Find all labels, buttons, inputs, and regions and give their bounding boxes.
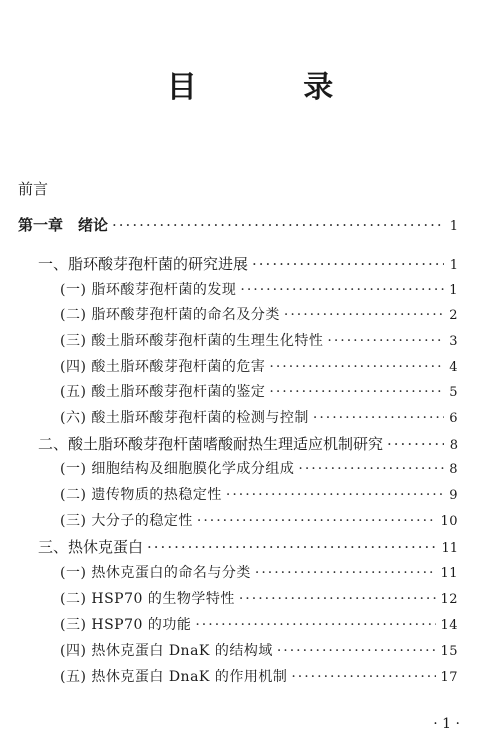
toc-entry-label: (一) 脂环酸芽孢杆菌的发现	[60, 282, 237, 298]
toc-entry-page-number: 15	[440, 644, 458, 659]
toc-entry-page-number: 17	[440, 670, 458, 685]
toc-entry[interactable]	[60, 484, 458, 506]
dot-leader	[298, 458, 444, 480]
toc-entry-label: (一) 细胞结构及细胞膜化学成分组成	[60, 461, 295, 477]
preface-heading: 前言	[18, 180, 49, 198]
toc-entry-label: (六) 酸土脂环酸芽孢杆菌的检测与控制	[60, 410, 309, 426]
dot-leader	[195, 614, 436, 636]
dot-leader	[239, 588, 437, 610]
toc-entry-page-number: 1	[449, 219, 458, 234]
toc-entry-label: (五) 热休克蛋白 DnaK 的作用机制	[60, 669, 288, 685]
toc-entry-page-number: 2	[449, 308, 458, 323]
page-title: 目 录	[166, 70, 382, 105]
toc-entry-page-number: 6	[449, 411, 458, 426]
page-folio: · 1 ·	[433, 716, 460, 732]
dot-leader	[252, 253, 444, 275]
toc-entry-label: (三) 大分子的稳定性	[60, 513, 193, 529]
toc-entry-label: (三) HSP70 的功能	[60, 617, 192, 633]
toc-entry-page-number: 14	[440, 618, 458, 633]
toc-entry[interactable]	[60, 510, 458, 532]
toc-entry-label: 二、酸土脂环酸芽孢杆菌嗜酸耐热生理适应机制研究	[38, 435, 384, 453]
toc-entry[interactable]	[38, 433, 458, 455]
toc-entry-label: 一、脂环酸芽孢杆菌的研究进展	[38, 255, 249, 273]
dot-leader	[269, 381, 444, 403]
toc-entry-page-number: 3	[449, 334, 458, 349]
toc-entry[interactable]	[60, 614, 458, 636]
toc-entry[interactable]	[60, 279, 458, 301]
toc-entry[interactable]	[60, 640, 458, 662]
toc-entry-label: (四) 热休克蛋白 DnaK 的结构域	[60, 643, 273, 659]
toc-entry[interactable]	[60, 407, 458, 429]
toc-entry[interactable]	[60, 562, 458, 584]
dot-leader	[197, 510, 437, 532]
toc-entry[interactable]	[38, 536, 458, 558]
toc-entry-label: (五) 酸土脂环酸芽孢杆菌的鉴定	[60, 384, 266, 400]
toc-entry[interactable]	[60, 588, 458, 610]
toc-entry[interactable]	[60, 666, 458, 688]
toc-entry-label: (二) 脂环酸芽孢杆菌的命名及分类	[60, 307, 280, 323]
toc-entry[interactable]	[60, 381, 458, 403]
toc-entry-page-number: 11	[440, 566, 458, 581]
toc-entry-page-number: 10	[440, 514, 458, 529]
dot-leader	[313, 407, 444, 429]
toc-entry[interactable]	[60, 458, 458, 480]
toc-entry-page-number: 8	[449, 462, 458, 477]
toc-entry[interactable]	[38, 253, 458, 275]
dot-leader	[327, 330, 444, 352]
toc-entry-page-number: 8	[449, 438, 458, 453]
dot-leader	[277, 640, 437, 662]
toc-entry[interactable]	[60, 356, 458, 378]
dot-leader	[291, 666, 436, 688]
dot-leader	[255, 562, 437, 584]
toc-entry-page-number: 5	[449, 385, 458, 400]
toc-entry-label: (二) 遗传物质的热稳定性	[60, 487, 222, 503]
toc-entry[interactable]	[60, 330, 458, 352]
toc-entry-page-number: 4	[449, 360, 458, 375]
dot-leader	[269, 356, 444, 378]
toc-entry-label: (三) 酸土脂环酸芽孢杆菌的生理生化特性	[60, 333, 324, 349]
toc-entry-label: (一) 热休克蛋白的命名与分类	[60, 565, 251, 581]
toc-entry-label: 第一章 绪论	[18, 216, 109, 234]
dot-leader	[226, 484, 444, 506]
dot-leader	[387, 433, 444, 455]
dot-leader	[284, 304, 444, 326]
toc-entry-page-number: 11	[441, 541, 458, 556]
toc-entry[interactable]	[60, 304, 458, 326]
dot-leader	[112, 214, 444, 236]
toc-entry-label: (二) HSP70 的生物学特性	[60, 591, 235, 607]
toc-entry[interactable]	[18, 214, 458, 236]
toc-entry-label: (四) 酸土脂环酸芽孢杆菌的危害	[60, 359, 266, 375]
toc-entry-page-number: 9	[449, 488, 458, 503]
dot-leader	[147, 536, 437, 558]
toc-entry-page-number: 12	[440, 592, 458, 607]
dot-leader	[240, 279, 444, 301]
toc-entry-page-number: 1	[449, 283, 458, 298]
toc-entry-label: 三、热休克蛋白	[38, 538, 144, 556]
toc-entry-page-number: 1	[449, 258, 458, 273]
